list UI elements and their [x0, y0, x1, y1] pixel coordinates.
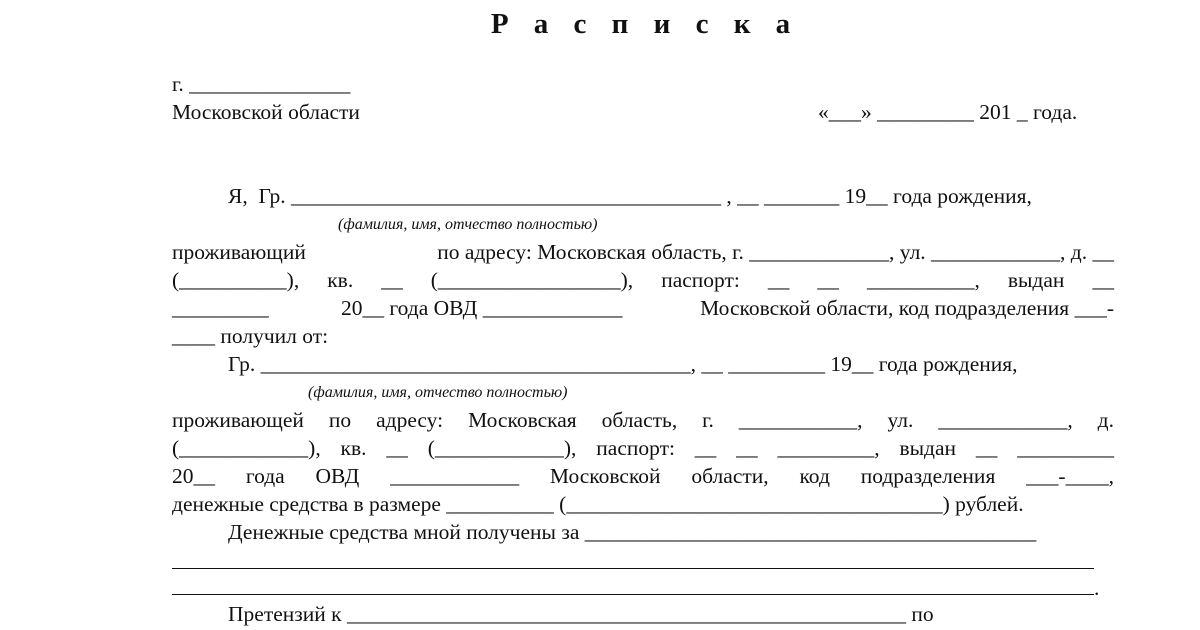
claims-line: Претензий к ____________________________________________________ по: [228, 602, 934, 626]
text-fragment: кв.: [327, 268, 354, 292]
giver-address-line: [172, 406, 1114, 434]
giver-name-line: Гр. ________________________________________, __ _________ 19__ года рождения,: [228, 352, 1018, 376]
text-fragment: (____________),: [427, 436, 577, 460]
text-fragment: Московской области, код подразделения ___-: [694, 296, 1114, 320]
text-fragment: области,: [691, 464, 769, 488]
text-fragment: __: [736, 436, 758, 460]
text-fragment: __: [694, 436, 717, 460]
blank-rule: [172, 568, 1094, 569]
text-fragment: ОВД: [315, 464, 360, 488]
text-fragment: паспорт:: [661, 268, 740, 292]
text-fragment: (____________),: [172, 436, 321, 460]
receiver-name-hint: (фамилия, имя, отчество полностью): [338, 216, 598, 233]
document-title: Р а с п и с к а: [490, 8, 800, 40]
text-fragment: _________: [172, 296, 269, 320]
text-fragment: __________,: [866, 268, 980, 292]
text-fragment: 20__ года ОВД _____________: [340, 296, 623, 320]
text-fragment: ___-____,: [1026, 464, 1114, 488]
text-fragment: выдан: [1007, 268, 1065, 292]
text-fragment: паспорт:: [596, 436, 675, 460]
text-fragment: __: [381, 268, 403, 292]
text-fragment: _________,: [777, 436, 880, 460]
giver-issued-line: [172, 462, 1114, 490]
region-line: Московской области: [172, 100, 360, 124]
text-fragment: __: [386, 436, 408, 460]
text-fragment: проживающей: [172, 408, 304, 432]
text-fragment: __: [1092, 268, 1114, 292]
giver-passport-line: [172, 434, 1114, 462]
receiver-address-line: [172, 238, 1114, 266]
text-fragment: (_________________),: [430, 268, 634, 292]
blank-rule: [172, 594, 1094, 595]
text-fragment: подразделения: [860, 464, 996, 488]
amount-line: денежные средства в размере __________ (___________________________________) рублей.: [172, 492, 1024, 516]
city-line: г. _______________: [172, 72, 351, 96]
text-fragment: код: [799, 464, 830, 488]
text-fragment: __: [817, 268, 839, 292]
text-fragment: ___________,: [738, 408, 863, 432]
purpose-line: Денежные средства мной получены за __________________________________________: [228, 520, 1037, 544]
text-fragment: Московской: [549, 464, 661, 488]
receiver-name-line: Я, Гр. ________________________________________ , __ _______ 19__ года рождения,: [228, 184, 1032, 208]
giver-name-hint: (фамилия, имя, отчество полностью): [308, 384, 568, 401]
receiver-issued-line: [172, 294, 1114, 322]
text-fragment: ____________: [390, 464, 520, 488]
text-fragment: (__________),: [172, 268, 300, 292]
text-fragment: выдан: [899, 436, 957, 460]
text-fragment: _________: [1017, 436, 1114, 460]
text-fragment: по: [328, 408, 352, 432]
text-fragment: по адресу: Московская область, г. _____________, ул. ____________, д. __: [437, 240, 1114, 264]
text-fragment: д.: [1097, 408, 1114, 432]
text-fragment: область,: [601, 408, 678, 432]
text-fragment: года: [245, 464, 285, 488]
text-fragment: кв.: [340, 436, 367, 460]
text-fragment: адресу:: [376, 408, 444, 432]
text-fragment: Московская: [468, 408, 577, 432]
text-fragment: ул.: [887, 408, 914, 432]
date-line: «___» _________ 201 _ года.: [818, 100, 1078, 124]
text-fragment: ____________,: [938, 408, 1073, 432]
purpose-end-period: .: [1094, 576, 1100, 600]
text-fragment: проживающий: [172, 240, 306, 264]
text-fragment: 20__: [172, 464, 215, 488]
received-from-line: ____ получил от:: [172, 324, 329, 348]
text-fragment: __: [975, 436, 998, 460]
receiver-passport-line: [172, 266, 1114, 294]
text-fragment: __: [767, 268, 790, 292]
text-fragment: г.: [702, 408, 714, 432]
